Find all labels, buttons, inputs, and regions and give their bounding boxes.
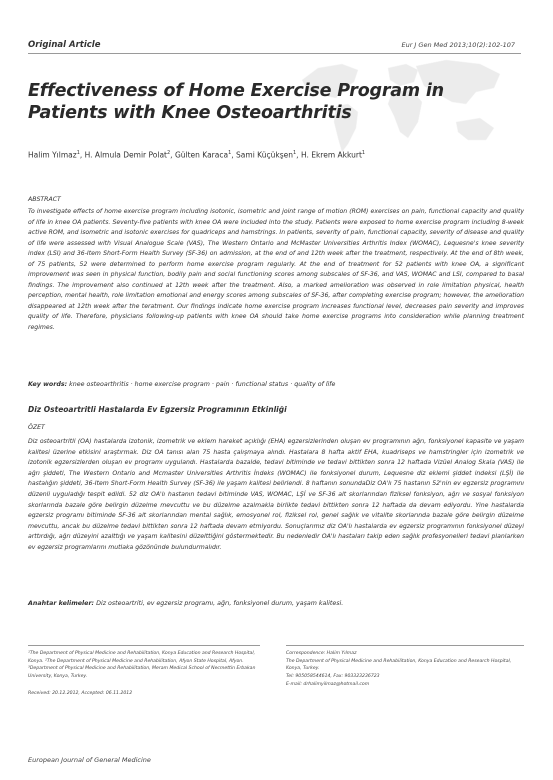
affiliation-mark: 1 bbox=[228, 150, 232, 156]
keywords-label: Key words: bbox=[28, 381, 68, 388]
turkish-keywords-text: Diz osteoartriti, ev egzersiz programı, ağrı, fonksiyonel durum, yaşam kalitesi. bbox=[96, 600, 344, 607]
author-name: H. Almula Demir Polat bbox=[84, 150, 167, 160]
abstract-heading: ABSTRACT bbox=[28, 196, 61, 203]
journal-footer: European Journal of General Medicine bbox=[28, 756, 151, 764]
turkish-keywords-label: Anahtar kelimeler: bbox=[28, 600, 95, 607]
affiliation-mark: 1 bbox=[76, 150, 80, 156]
section-label: Original Article bbox=[28, 40, 101, 50]
keywords-text: knee osteoarthritis · home exercise program · pain · functional status · quality of life bbox=[69, 381, 336, 388]
received-accepted-dates: Received: 20.12.2012, Accepted: 06.11.2012 bbox=[28, 691, 133, 696]
author-name: H. Ekrem Akkurt bbox=[300, 150, 362, 160]
abstract-body: To investigate effects of home exercise program including isotonic, isometric and joint range of motion (ROM) exercises on pain, functional capacity and quality of life in knee OA patients. Seventy-five patients with knee OA were included into the study. Patients were exposed to home exercise program including 8-week active ROM, and isometric and isotonic exercises for quadriceps and hamstrings. In patients, severity of pain, functional capacity, severity of disease and quality of life were assessed with Visual Analogue Scale (VAS), The Western Ontario and McMaster Universities Arthritis Index (WOMAC), Lequesne's knee severity index (LSI) and 36-Item Short-Form Health Survey (SF-36) on admission, at the end of and 12th week after the treatment, respectively. At the end of 8th week, of 75 patients, 52 were determined to perform home exercise program regularly. At the end of treatment for 52 patients with knee OA, a significant improvement was seen in physical function, bodily pain and social functioning scores among subscales of SF-36, and VAS, WOMAC and LSI, compared to basal findings. The improvement also continued at 12th week after the treatment. Also, a marked amelioration was observed in role limitation physical, health perception, mental health, role limitation emotional and energy scores among subscales of SF-36, after completing exercise program; however, the amelioration disappeared at 12th week after the teratment. Our findings indicate home exercise program increases functional level, decreases pain severity and improves quality of life. Therefore, physicians following-up patients with knee OA should take home exercise programs into consideration while planning treatment regimes. bbox=[28, 208, 524, 331]
author-name: Sami Küçükşen bbox=[236, 150, 293, 160]
affiliation-mark: 1 bbox=[361, 150, 366, 156]
author-list: Halim Yılmaz$^1$, H. Almula Demir Polat$^2$, Gülten Karaca$^1$, Sami Küçükşen$^1$, H. Ekrem Akkurt$^1$ bbox=[28, 150, 366, 160]
affiliation-mark: 2 bbox=[166, 150, 171, 156]
author-name: Halim Yılmaz bbox=[28, 150, 77, 160]
author-name: Gülten Karaca bbox=[174, 150, 229, 160]
journal-citation: Eur J Gen Med 2013;10(2):102-107 bbox=[401, 41, 515, 49]
keywords-line bbox=[28, 381, 524, 388]
correspondence-info: Correspondence: Halim Yılmaz The Department of Physical Medicine and Rehabilitation, Konya Education and Research Hospital, Konya, Turkey. Tel: 905058544614, Fax: 903323236723 E-mail: drhalimyilmaz@hotmail.com bbox=[286, 651, 512, 687]
footnote-divider-left bbox=[28, 645, 260, 646]
footnote-divider-right bbox=[286, 645, 524, 646]
turkish-title: Diz Osteoartritli Hastalarda Ev Egzersiz Programının Etkinliği bbox=[28, 405, 287, 414]
turkish-abstract-heading: ÖZET bbox=[28, 424, 45, 431]
affiliation-mark: 1 bbox=[292, 150, 297, 156]
article-title: Effectiveness of Home Exercise Program in Patients with Knee Osteoarthritis bbox=[28, 81, 444, 123]
author-affiliations: ¹The Department of Physical Medicine and Rehabilitation, Konya Education and Research Hospital, Konya. ²The Department of Physical Medicine and Rehabilitation, Afyon State Hospital, Afyon. ³Department of Physical Medicine and Rehabilitation, Meram Medical School of Necmettin Erbakan University, Konya, Turkey. bbox=[28, 651, 256, 680]
turkish-keywords-line bbox=[28, 600, 524, 607]
turkish-abstract-body: Diz osteoartritli (OA) hastalarda izotonik, izometrik ve eklem hareket açıklığı (EHA) egzersizlerinden oluşan ev programının ağrı, fonksiyonel kapasite ve yaşam kalitesi üzerine etkisini araştırmak. Diz OA tanısı alan 75 hasta çalışmaya alındı. Hastalara 8 hafta aktif EHA, kuadriseps ve hamstringler için izometrik ve izotonik egzersizlerden oluşan ev programı uygulandı. Hastalarda bazalde, tedavi bitiminde ve tedavi bittikten sonra 12 haftada Vizüel Analog Skala (VAS) ile ağrı şiddeti, The Western Ontario and Mcmaster Universities Arthritis İndeks (WOMAC) ile fonksiyonel durum, Lequesne diz eklemi şiddet indeksi (LŞİ) ile hastalığın şiddeti, 36-Item Short-Form Health Survey (SF-36) ile yaşam kalitesi belirlendi. 8 haftanın sonundaDiz OA'lı 75 hastanın 52'nin ev egzersiz programını düzenli uyguladığı tespit edildi. 52 diz OA'lı hastanın tedavi bitiminde VAS, WOMAC, LŞİ ve SF-36 alt skorlarından fiziksel fonksiyon, ağrı ve sosyal fonksiyon skorlarında bazale göre belirgin düzelme mevcuttu ve bu düzelme azalmakla birlikte tedavi bittikten sonra 12 haftada da devam ediyordu. Yine hastalarda egzersiz programı bitiminde SF-36 alt skorlarından mental sağlık, emosyonel rol, fiziksel rol, genel sağlık ve vitalite skorlarında bazale göre belirgin düzelme mevcuttu, ancak bu düzelme tedavi bittikten sonra 12 haftada devam etmiyordu. Sonuçlarımız diz OA'lı hastalarda ev egzersiz programının fonksiyonel düzeyi arttırdığı, ağrı düzeyini azalttığı ve yaşam kalitesini düzelttiğini göstermektedir. Bu nedenledir OA'lı hastaları takip eden sağlık profesyonelleri tedavi planlarken ev egzersiz programlarını mutlaka gözönünde bulundurmalıdır. bbox=[28, 438, 524, 551]
